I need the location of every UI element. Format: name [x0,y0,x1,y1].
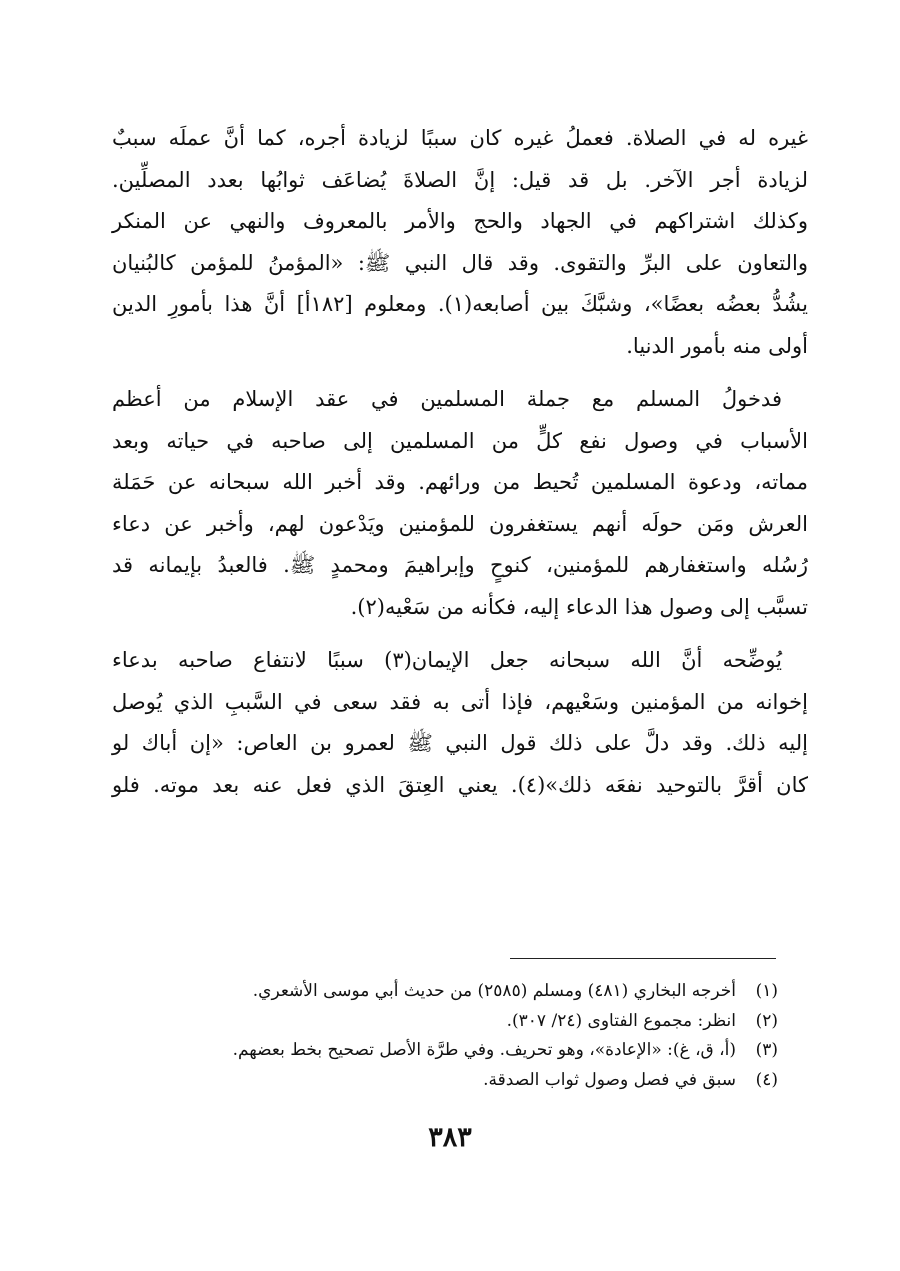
text-line: الأسباب في وصول نفع كلٍّ من المسلمين إلى صاحبه في حياته وبعد [112,428,808,453]
footnote-text: سبق في فصل وصول ثواب الصدقة. [483,1069,736,1090]
text-line: يشُدُّ بعضُه بعضًا»، وشبَّكَ بين أصابعه(١). ومعلوم [١٨٢أ] أنَّ هذا بأمورِ الدين [112,292,808,316]
footnote-text: انظر: مجموع الفتاوى (٢٤/ ٣٠٧). [506,1010,736,1031]
footnote-1 [118,977,778,1007]
text-line: والتعاون على البرِّ والتقوى. وقد قال النبي ﷺ: «المؤمنُ للمؤمن كالبُنيان [112,250,808,275]
text-line: إخوانه من المؤمنين وسَعْيهم، فإذا أتى به فقد سعى في السَّببِ الذي يُوصل [112,689,808,714]
footnote-number: (١) [755,981,778,1001]
main-text [112,118,808,806]
text-line: العرش ومَن حولَه أنهم يستغفرون للمؤمنين ويَدْعون لهم، وأخبر عن دعاء [112,511,808,536]
footnote-3 [118,1036,778,1066]
text-line: تسبَّب إلى وصول هذا الدعاء إليه، فكأنه من سَعْيه(٢). [350,594,808,619]
text-line: وكذلك اشتراكهم في الجهاد والحج والأمر بالمعروف والنهي عن المنكر [112,209,808,233]
paragraph-2 [112,379,808,628]
paragraph-1 [112,118,808,367]
text-line: رُسُله واستغفارهم للمؤمنين، كنوحٍ وإبراهيمَ ومحمدٍ ﷺ. فالعبدُ بإيمانه قد [112,553,808,577]
footnotes [118,977,778,1095]
text-line: فدخولُ المسلم مع جملة المسلمين في عقد الإسلام من أعظم [112,387,782,411]
footnote-text: (أ، ق، غ): «الإعادة»، وهو تحريف. وفي طرَّة الأصل تصحيح بخط بعضهم. [232,1040,736,1060]
text-line: كان أقرَّ بالتوحيد نفعَه ذلك»(٤). يعني العِتقَ الذي فعل عنه بعد موته. فلو [112,772,808,797]
text-line: أولى منه بأمور الدنيا. [626,333,808,358]
text-line: غيره له في الصلاة. فعملُ غيره كان سببًا لزيادة أجره، كما أنَّ عملَه سببٌ [112,126,808,150]
footnote-text: أخرجه البخاري (٤٨١) ومسلم (٢٥٨٥) من حديث أبي موسى الأشعري. [252,981,736,1001]
footnote-separator [510,958,776,959]
paragraph-3 [112,640,808,806]
footnote-4 [118,1066,778,1096]
text-line: مماته، ودعوة المسلمين تُحيط من ورائهم. وقد أخبر الله سبحانه عن حَمَلة [112,470,808,494]
page-number: ٣٨٣ [428,1122,472,1153]
text-line: يُوضِّحه أنَّ الله سبحانه جعل الإيمان(٣) سببًا لانتفاع صاحبه بدعاء [112,648,783,672]
footnote-number: (٣) [755,1040,778,1060]
footnote-2 [118,1007,778,1037]
footnote-number: (٢) [755,1010,778,1031]
text-line: لزيادة أجر الآخر. بل قد قيل: إنَّ الصلاةَ يُضاعَف ثوابُها بعدد المصلِّين. [112,167,808,192]
footnote-number: (٤) [755,1069,778,1090]
text-line: إليه ذلك. وقد دلَّ على ذلك قول النبي ﷺ لعمرو بن العاص: «إن أباك لو [112,731,808,755]
